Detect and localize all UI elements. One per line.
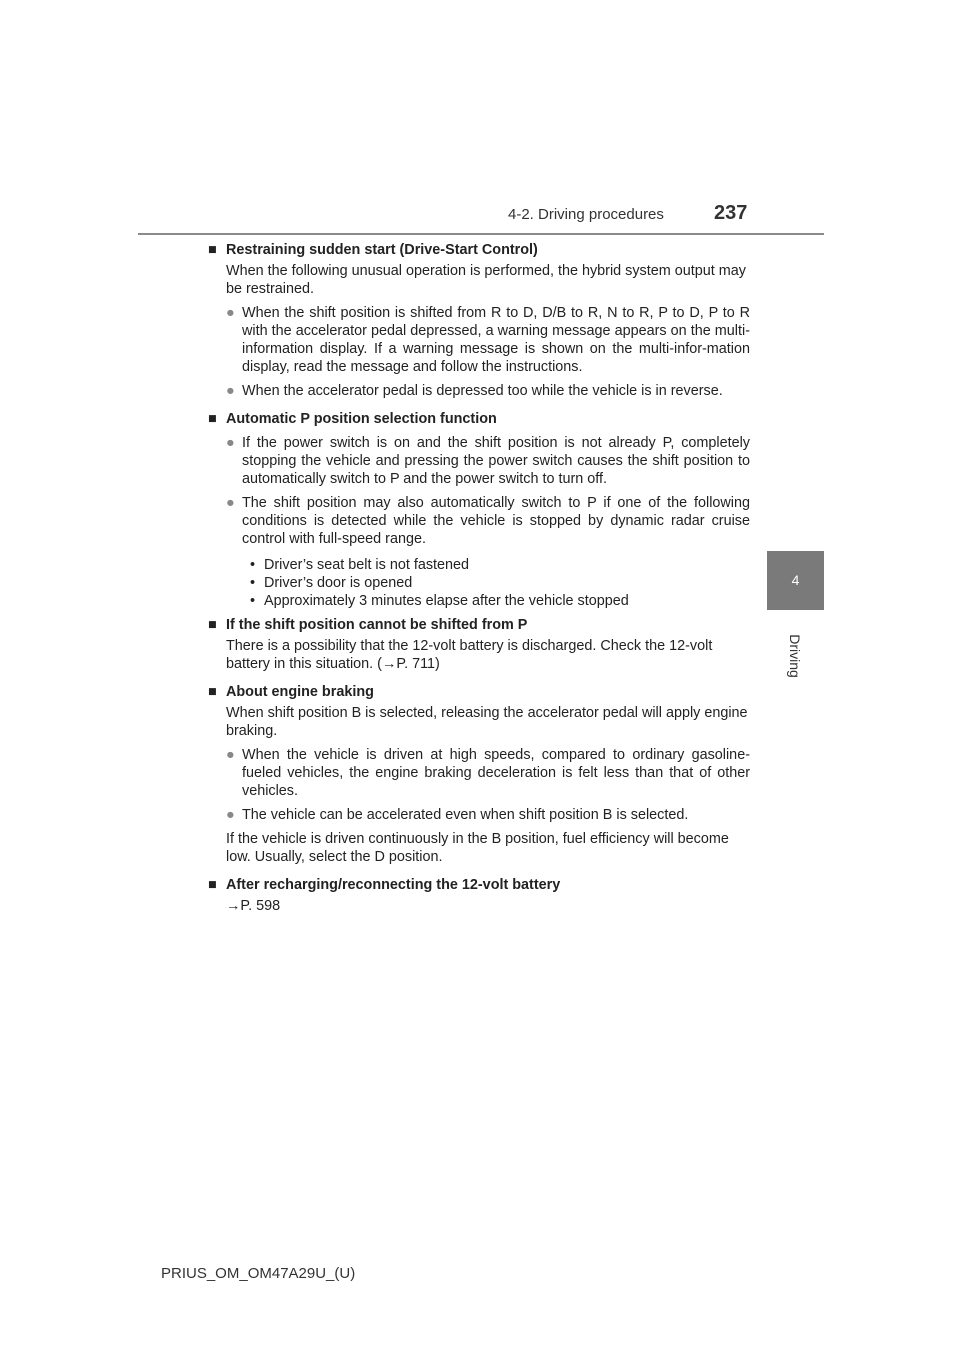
list-item-text: When the shift position is shifted from R to D, D/B to R, N to R, P to D, P to R with the accelerator pedal depressed, a warning message appears on the multi-information display. If a warning message is shown on the multi-infor-mation display, read the message and follow the instructions. bbox=[242, 305, 750, 375]
paragraph: There is a possibility that the 12-volt battery is discharged. Check the 12-volt battery in this situation. (→P. 711) bbox=[226, 638, 713, 672]
list-item bbox=[226, 806, 750, 824]
page-content bbox=[208, 241, 750, 915]
square-bullet-icon: ■ bbox=[208, 242, 217, 258]
heading-text: About engine braking bbox=[226, 684, 374, 700]
sub-list-item bbox=[250, 574, 750, 592]
section-heading bbox=[208, 410, 750, 428]
heading-text: If the shift position cannot be shifted from P bbox=[226, 617, 528, 633]
cross-reference-link[interactable]: →P. 598 bbox=[226, 898, 281, 914]
section-heading bbox=[208, 683, 750, 701]
page-number: 237 bbox=[714, 202, 748, 224]
list-item-text: The shift position may also automatically switch to P if one of the following conditions is detected while the vehicle is stopped by dynamic radar cruise control with full-speed range. bbox=[242, 495, 750, 547]
square-bullet-icon: ■ bbox=[208, 617, 217, 633]
document-code: PRIUS_OM_OM47A29U_(U) bbox=[161, 1265, 356, 1282]
circle-bullet-icon: ● bbox=[226, 747, 235, 763]
circle-bullet-icon: ● bbox=[226, 305, 235, 321]
section-heading bbox=[208, 876, 750, 894]
chapter-label bbox=[778, 626, 812, 686]
header-section-title: 4-2. Driving procedures bbox=[508, 206, 664, 223]
sub-list-item bbox=[250, 556, 750, 574]
chapter-tab[interactable]: 4 bbox=[767, 551, 824, 610]
sub-list-item-text: Approximately 3 minutes elapse after the vehicle stopped bbox=[264, 593, 629, 609]
list-item bbox=[226, 434, 750, 488]
paragraph: When shift position B is selected, releasing the accelerator pedal will apply engine braking. bbox=[226, 705, 748, 739]
list-item-text: When the vehicle is driven at high speeds, compared to ordinary gasoline-fueled vehicles, the engine braking deceleration is felt less than that of other vehicles. bbox=[242, 747, 750, 799]
header-divider bbox=[138, 233, 824, 235]
list-item bbox=[226, 746, 750, 800]
dot-bullet-icon: • bbox=[250, 593, 256, 609]
list-item bbox=[226, 494, 750, 548]
circle-bullet-icon: ● bbox=[226, 383, 235, 399]
list-item bbox=[226, 382, 750, 400]
dot-bullet-icon: • bbox=[250, 575, 256, 591]
sub-list-item-text: Driver’s seat belt is not fastened bbox=[264, 557, 470, 573]
heading-text: After recharging/reconnecting the 12-volt battery bbox=[226, 877, 561, 893]
sub-list-item-text: Driver’s door is opened bbox=[264, 575, 413, 591]
circle-bullet-icon: ● bbox=[226, 435, 235, 451]
heading-text: Automatic P position selection function bbox=[226, 411, 497, 427]
chapter-label-text: Driving bbox=[787, 634, 804, 678]
list-item bbox=[226, 304, 750, 376]
circle-bullet-icon: ● bbox=[226, 807, 235, 823]
list-item-text: If the power switch is on and the shift position is not already P, completely stopping the vehicle and pressing the power switch causes the shift position to automatically switch to P and the power switch to turn off. bbox=[242, 435, 750, 487]
list-item-text: The vehicle can be accelerated even when shift position B is selected. bbox=[242, 807, 689, 823]
sub-list-item bbox=[250, 592, 750, 610]
paragraph: If the vehicle is driven continuously in the B position, fuel efficiency will become low. Usually, select the D position. bbox=[226, 831, 729, 865]
list-item-text: When the accelerator pedal is depressed too while the vehicle is in reverse. bbox=[242, 383, 723, 399]
sub-list bbox=[250, 556, 750, 610]
square-bullet-icon: ■ bbox=[208, 877, 217, 893]
circle-bullet-icon: ● bbox=[226, 495, 235, 511]
dot-bullet-icon: • bbox=[250, 557, 256, 573]
heading-text: Restraining sudden start (Drive-Start Control) bbox=[226, 242, 538, 258]
paragraph: When the following unusual operation is performed, the hybrid system output may be restrained. bbox=[226, 263, 746, 297]
section-heading bbox=[208, 241, 750, 259]
square-bullet-icon: ■ bbox=[208, 411, 217, 427]
square-bullet-icon: ■ bbox=[208, 684, 217, 700]
section-heading bbox=[208, 616, 750, 634]
